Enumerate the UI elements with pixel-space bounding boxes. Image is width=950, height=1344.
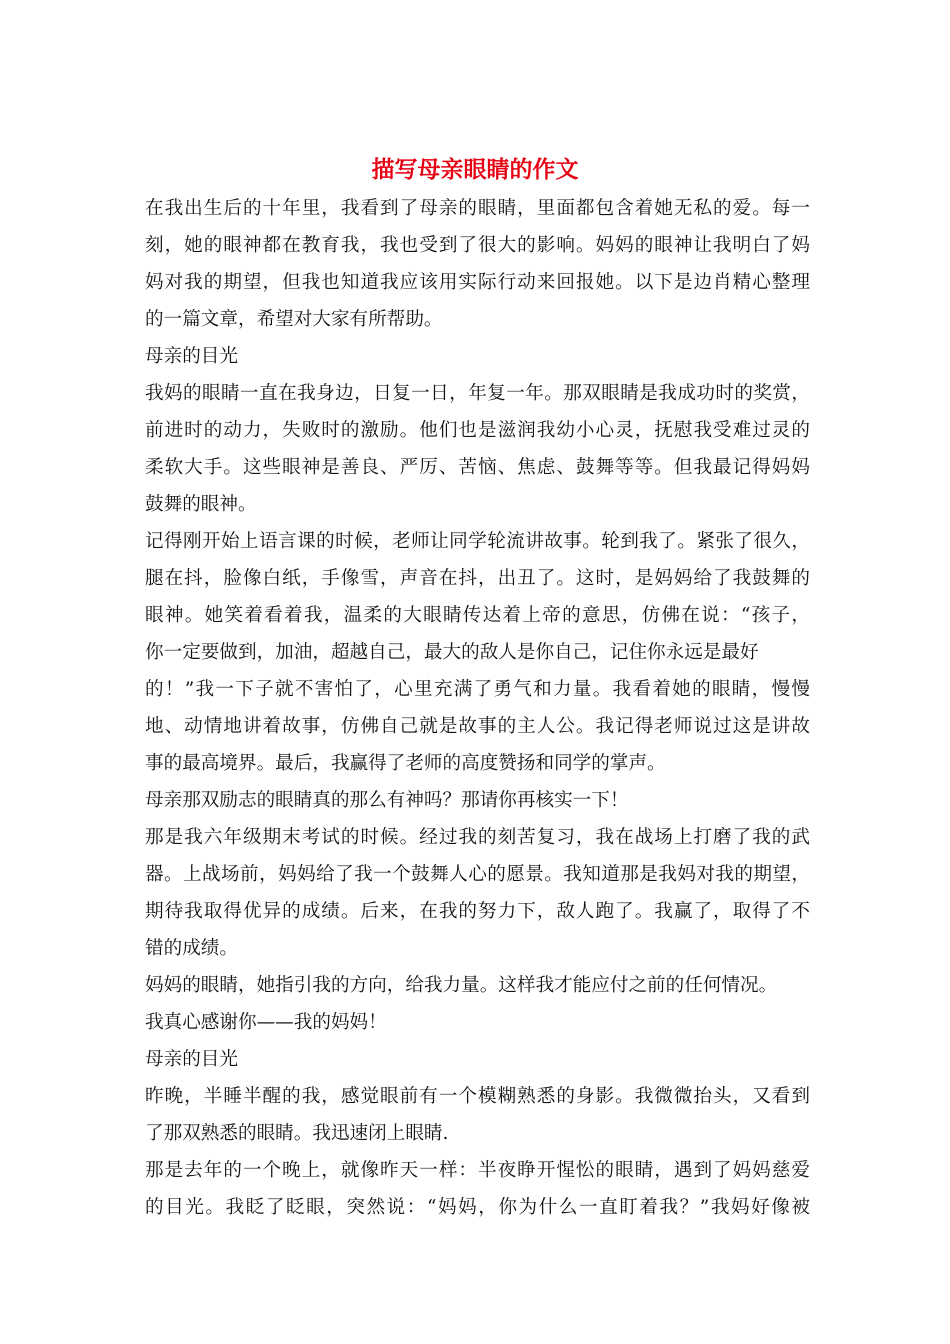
- text-line: 在我出生后的十年里，我看到了母亲的眼睛，里面都包含着她无私的爱。每一: [145, 198, 810, 219]
- text-line: 的一篇文章，希望对大家有所帮助。: [145, 309, 443, 330]
- text-line: 那是我六年级期末考试的时候。经过我的刻苦复习，我在战场上打磨了我的武: [145, 827, 810, 848]
- text-line: 母亲的目光: [145, 346, 238, 367]
- document-body: [145, 190, 810, 1226]
- text-line: 眼神。她笑着看着我，温柔的大眼睛传达着上帝的意思，仿佛在说：“孩子，: [145, 605, 810, 626]
- text-line: 鼓舞的眼神。: [145, 494, 257, 515]
- text-line: 腿在抖，脸像白纸，手像雪，声音在抖，出丑了。这时，是妈妈给了我鼓舞的: [145, 568, 810, 589]
- text-line: 妈妈的眼睛，她指引我的方向，给我力量。这样我才能应付之前的任何情况。: [145, 975, 778, 996]
- text-line: 刻，她的眼神都在教育我，我也受到了很大的影响。妈妈的眼神让我明白了妈: [145, 235, 810, 256]
- text-line: 昨晚，半睡半醒的我，感觉眼前有一个模糊熟悉的身影。我微微抬头，又看到: [145, 1086, 810, 1107]
- text-line: 的！”我一下子就不害怕了，心里充满了勇气和力量。我看着她的眼睛，慢慢: [145, 679, 810, 700]
- text-line: 了那双熟悉的眼睛。我迅速闭上眼睛.: [145, 1123, 449, 1144]
- text-line: 事的最高境界。最后，我赢得了老师的高度赞扬和同学的掌声。: [145, 753, 666, 774]
- text-line: 母亲的目光: [145, 1049, 238, 1070]
- text-line: 我妈的眼睛一直在我身边，日复一日，年复一年。那双眼睛是我成功时的奖赏，: [145, 383, 810, 404]
- text-line: 我真心感谢你——我的妈妈！: [145, 1012, 387, 1033]
- text-line: 错的成绩。: [145, 938, 238, 959]
- text-line: 妈对我的期望，但我也知道我应该用实际行动来回报她。以下是边肖精心整理: [145, 272, 810, 293]
- document-title: 描写母亲眼睛的作文: [371, 156, 579, 183]
- text-line: 柔软大手。这些眼神是善良、严厉、苦恼、焦虑、鼓舞等等。但我最记得妈妈: [145, 457, 810, 478]
- text-line: 期待我取得优异的成绩。后来，在我的努力下，敌人跑了。我赢了，取得了不: [145, 901, 810, 922]
- text-line: 器。上战场前，妈妈给了我一个鼓舞人心的愿景。我知道那是我妈对我的期望，: [145, 864, 810, 885]
- text-line: 地、动情地讲着故事，仿佛自己就是故事的主人公。我记得老师说过这是讲故: [145, 716, 810, 737]
- text-line: 那是去年的一个晚上，就像昨天一样：半夜睁开惺忪的眼睛，遇到了妈妈慈爱: [145, 1160, 810, 1181]
- text-line: 记得刚开始上语言课的时候，老师让同学轮流讲故事。轮到我了。紧张了很久，: [145, 531, 810, 552]
- text-line: 的目光。我眨了眨眼，突然说：“妈妈，你为什么一直盯着我？”我妈好像被: [145, 1197, 810, 1218]
- text-line: 母亲那双励志的眼睛真的那么有神吗？那请你再核实一下！: [145, 790, 629, 811]
- text-line: 前进时的动力，失败时的激励。他们也是滋润我幼小心灵，抚慰我受难过灵的: [145, 420, 810, 441]
- text-line: 你一定要做到，加油，超越自己，最大的敌人是你自己，记住你永远是最好: [145, 642, 759, 663]
